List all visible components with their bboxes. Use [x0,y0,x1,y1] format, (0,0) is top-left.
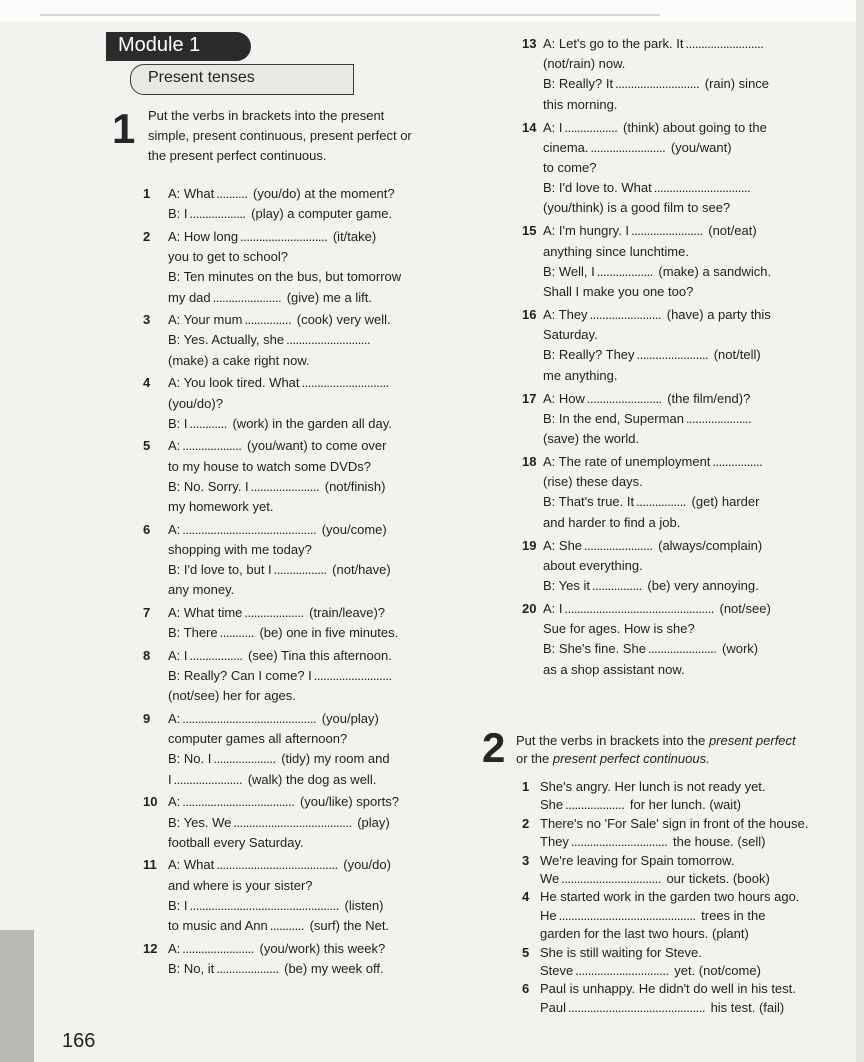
answer-blank[interactable]: ................. [189,647,243,663]
instruction-line: simple, present continuous, present perfect or [148,128,412,143]
verb-hint: (not/have) [328,562,391,578]
prompt-text: B: Yes it [543,578,590,593]
prompt-text: football every Saturday. [168,834,304,850]
verb-hint: yet. (not/come) [670,963,761,978]
prompt-text: A: She [543,537,583,553]
question-number: 10 [143,794,158,810]
verb-hint: (train/leave)? [305,605,386,620]
prompt-text: (rise) these days. [543,474,643,490]
exercise-2-number: 2 [482,724,506,771]
question-number: 5 [143,438,151,454]
prompt-text: A: You look tired. What [168,375,300,391]
question-text [543,640,758,658]
question-text [168,897,384,915]
question-text [540,852,734,870]
question-text [543,55,625,73]
prompt-text: B: I [168,897,188,913]
prompt-text: shopping with me today? [168,541,312,557]
answer-blank[interactable]: ...................... [212,289,282,305]
question-number: 4 [522,889,530,905]
question-text [168,352,310,370]
answer-blank[interactable]: ..................... [685,410,752,426]
verb-hint: (rain) since [701,76,770,92]
answer-blank[interactable]: ...................... [647,641,717,657]
prompt-text: B: I [168,415,188,431]
prompt-text: B: No. I [168,751,212,767]
prompt-text: cinema. [543,139,589,155]
binder-shadow [0,930,34,1062]
instruction-text: or the [516,751,553,766]
question-text [168,395,223,413]
answer-blank[interactable]: ........................ [586,390,662,406]
verb-hint: (not/see) [715,601,771,616]
question-number: 3 [143,312,151,328]
question-text [168,311,391,329]
prompt-text: Saturday. [543,327,598,343]
question-text [168,834,304,852]
answer-blank[interactable]: ......................... [313,668,392,684]
verb-hint: (not/finish) [321,478,386,494]
answer-blank[interactable]: ........................... [615,76,700,92]
question-number: 20 [522,601,537,616]
verb-hint: (you/like) sports? [296,794,399,810]
question-text [543,346,761,364]
verb-hint: (not/eat) [704,223,757,239]
prompt-text: A: Your mum [168,312,243,328]
answer-blank[interactable]: ...................... [250,478,320,494]
verb-hint: (surf) the Net. [305,918,390,933]
page-right-edge [856,0,864,1062]
verb-hint: (make) a sandwich. [654,263,772,279]
prompt-text: about everything. [543,557,643,573]
answer-blank[interactable]: ................. [564,119,618,135]
prompt-text: (save) the world. [543,431,640,446]
question-text [168,667,394,685]
question-text [540,815,808,833]
question-text [168,541,312,559]
question-text [540,925,749,943]
prompt-text: (not/rain) now. [543,56,626,72]
question-text [168,268,401,286]
prompt-text: B: Ten minutes on the bus, but tomorrow [168,269,402,285]
prompt-text: A: They [543,307,588,322]
prompt-text: A: [168,438,181,454]
question-text [543,430,639,448]
verb-hint: (you/want) [667,139,732,155]
prompt-text: (you/think) is a good film to see? [543,200,731,216]
prompt-text: B: Well, I [543,263,595,279]
question-number: 18 [522,454,537,469]
prompt-text: B: Yes. Actually, she [168,332,285,348]
question-text [168,498,273,516]
prompt-text: A: I [543,119,563,135]
prompt-text: B: No, it [168,960,215,976]
question-text [168,521,387,539]
question-text [168,581,234,599]
question-text [168,248,288,266]
question-text [168,793,399,811]
answer-blank[interactable]: ....................................... [216,857,338,873]
page-number: 166 [62,1030,96,1052]
prompt-text: B: That's true. It [543,494,635,510]
verb-hint: (you/do) at the moment? [249,186,395,201]
answer-blank[interactable]: ................................................ [189,897,339,913]
verb-hint: (think) about going to the [619,119,767,135]
prompt-text: They [540,834,569,850]
question-number: 4 [143,375,151,391]
verb-hint: (play) [353,814,390,830]
prompt-text: A: [168,711,181,726]
prompt-text: B: Really? It [543,76,614,92]
answer-blank[interactable]: ............................ [301,375,389,391]
question-text [540,778,766,796]
verb-hint: (be) one in five minutes. [255,625,399,641]
question-text [168,185,395,203]
answer-blank[interactable]: ........................................... [182,521,317,537]
answer-blank[interactable]: ........... [269,918,304,933]
prompt-text: A: How long [168,228,239,244]
question-text [543,557,643,575]
answer-blank[interactable]: ...................... [173,771,243,787]
answer-blank[interactable]: ........................................... [182,711,317,726]
question-text [543,620,695,638]
answer-blank[interactable]: ................. [273,562,327,578]
question-number: 5 [522,944,530,960]
question-text [168,624,398,642]
question-text [168,437,386,455]
question-text [543,390,750,408]
answer-blank[interactable]: ...................... [584,537,653,553]
question-text [168,604,385,622]
question-text [543,306,771,324]
prompt-text: this morning. [543,96,618,112]
answer-blank[interactable]: ...................................... [233,814,352,830]
prompt-text: A: I [168,647,188,663]
answer-blank[interactable]: .............................. [575,963,669,978]
prompt-text: We [540,871,560,886]
answer-blank[interactable]: ....................... [589,307,662,322]
question-text [540,962,761,980]
question-number: 3 [522,852,530,868]
question-text [168,771,376,789]
instruction-italic: present perfect continuous. [552,751,710,766]
question-text [543,119,767,137]
question-text [543,199,730,217]
prompt-text: B: She's fine. She [543,641,646,657]
verb-hint: our tickets. (book) [662,871,770,886]
verb-hint: trees in the [697,907,766,923]
question-number: 1 [143,186,151,201]
instruction-line: Put the verbs in brackets into the present [148,108,385,123]
verb-hint: his test. (fail) [706,999,785,1015]
question-text [543,493,759,511]
prompt-text: B: I'd love to. What [543,180,652,196]
verb-hint: (be) my week off. [280,960,384,976]
question-text [540,833,765,851]
question-number: 13 [522,36,537,51]
question-text [543,283,693,301]
prompt-text: B: Really? They [543,347,635,363]
verb-hint: (be) very annoying. [643,578,759,593]
question-text [543,75,769,93]
verb-hint: (walk) the dog as well. [244,771,377,787]
question-text [540,888,799,906]
prompt-text: A: [168,940,181,956]
prompt-text: to come? [543,160,597,175]
prompt-text: Sue for ages. How is she? [543,621,695,637]
verb-hint: (work) [718,641,759,657]
question-text [168,331,372,349]
question-number: 17 [522,390,537,406]
verb-hint: (it/take) [329,228,377,244]
prompt-text: A: What [168,857,215,873]
question-number: 14 [522,119,537,135]
question-text [168,458,371,476]
prompt-text: garden for the last two hours. (plant) [540,926,749,942]
answer-blank[interactable]: ............................................ [558,907,696,923]
question-text [543,96,617,114]
question-text [540,796,741,814]
question-text [540,870,770,888]
question-text [543,514,680,532]
answer-blank[interactable]: ............................... [653,180,751,196]
question-text [543,243,689,261]
prompt-text: There's no 'For Sale' sign in front of the house. [540,815,809,831]
question-text [168,561,391,579]
prompt-text: She's angry. Her lunch is not ready yet. [540,779,766,794]
verb-hint: (you/do) [339,857,391,873]
question-text [168,730,347,748]
answer-blank[interactable]: .................... [216,960,279,976]
exercise-1-number: 1 [112,105,136,152]
verb-hint: (you/want) to come over [243,438,387,454]
answer-blank[interactable]: .................. [189,206,246,222]
verb-hint: for her lunch. (wait) [626,797,742,813]
prompt-text: We're leaving for Spain tomorrow. [540,852,735,868]
answer-blank[interactable]: .......... [216,186,248,201]
question-number: 9 [143,711,151,726]
verb-hint: the house. (sell) [669,834,766,850]
verb-hint: (play) a computer game. [247,206,393,222]
question-number: 1 [522,779,530,794]
question-text [543,367,617,385]
question-text [540,980,796,998]
prompt-text: (you/do)? [168,395,223,411]
prompt-text: B: Really? Can I come? I [168,668,312,684]
prompt-text: B: In the end, Superman [543,410,684,426]
answer-blank[interactable]: ............ [189,415,227,431]
prompt-text: me anything. [543,367,618,383]
verb-hint: (tidy) my room and [277,751,390,767]
question-number: 15 [522,223,537,239]
prompt-text: (not/see) her for ages. [168,688,296,704]
verb-hint: (have) a party this [663,307,771,322]
verb-hint: (always/complain) [654,537,763,553]
page-top-edge [0,0,864,22]
question-text [543,600,771,618]
question-text [168,814,390,832]
prompt-text: B: There [168,625,218,641]
question-number: 7 [143,605,151,620]
question-text [543,473,643,491]
question-text [543,577,759,595]
question-number: 2 [143,228,151,244]
question-text [543,661,685,679]
verb-hint: (see) Tina this afternoon. [244,647,392,663]
prompt-text: A: I'm hungry. I [543,223,630,239]
prompt-text: Paul [540,999,567,1015]
question-number: 12 [143,940,158,956]
exercise-1-instruction [148,106,412,166]
question-text [543,263,771,281]
prompt-text: to music and Ann [168,918,268,933]
prompt-text: A: How [543,390,585,406]
exercise-2-instruction [516,732,796,768]
answer-blank[interactable]: ......................... [685,36,764,51]
question-text [543,326,598,344]
question-text [540,907,765,925]
verb-hint: (you/come) [318,521,387,537]
instruction-italic: present perfect [708,733,796,748]
question-text [543,139,732,157]
prompt-text: A: What [168,186,215,201]
answer-blank[interactable]: ................... [244,605,304,620]
prompt-text: A: The rate of unemployment [543,454,711,469]
question-text [168,647,392,665]
answer-blank[interactable]: ............................................ [568,999,705,1015]
question-number: 11 [143,857,157,873]
verb-hint: (not/tell) [710,347,761,363]
answer-blank[interactable]: ........................... [286,332,371,348]
prompt-text: as a shop assistant now. [543,661,685,677]
question-text [168,289,372,307]
answer-blank[interactable]: ................ [636,494,686,510]
question-text [168,415,392,433]
question-text [543,159,596,177]
question-number: 16 [522,307,537,322]
answer-blank[interactable]: ............................ [240,228,328,244]
prompt-text: She is still waiting for Steve. [540,944,702,960]
module-title: Module 1 [118,34,201,56]
question-text [168,940,385,958]
answer-blank[interactable]: ............... [244,312,292,328]
prompt-text: B: I [168,206,188,222]
verb-hint: (you/play) [318,711,379,726]
question-text [168,205,392,223]
answer-blank[interactable]: ................... [565,797,625,813]
prompt-text: A: I [543,601,563,616]
answer-blank[interactable]: ................................................ [564,601,714,616]
prompt-text: A: [168,521,181,537]
question-text [543,35,765,53]
prompt-text: B: I'd love to, but I [168,562,272,578]
question-text [168,917,389,935]
prompt-text: He [540,907,557,923]
prompt-text: Paul is unhappy. He didn't do well in his test. [540,981,796,997]
prompt-text: Shall I make you one too? [543,284,694,299]
answer-blank[interactable]: ....................... [182,940,254,956]
question-text [168,960,384,978]
answer-blank[interactable]: ........... [219,625,254,641]
prompt-text: A: [168,794,181,810]
answer-blank[interactable]: ................... [182,438,242,454]
prompt-text: B: Yes. We [168,814,232,830]
prompt-text: He started work in the garden two hours ago. [540,889,800,905]
answer-blank[interactable]: .................... [213,751,276,767]
question-text [540,944,702,962]
prompt-text: my dad [168,289,211,305]
question-text [543,453,764,471]
answer-blank[interactable]: ................ [591,578,642,593]
question-text [168,228,376,246]
verb-hint: (give) me a lift. [283,289,372,305]
question-text [543,410,753,428]
question-number: 8 [143,647,151,663]
verb-hint: (work) in the garden all day. [228,415,392,431]
answer-blank[interactable]: ....................... [631,223,703,239]
answer-blank[interactable]: ............................... [570,834,668,850]
verb-hint: (you/work) this week? [255,940,386,956]
verb-hint: (listen) [340,897,384,913]
prompt-text: B: No. Sorry. I [168,478,249,494]
verb-hint: (the film/end)? [663,390,751,406]
prompt-text: She [540,797,564,813]
answer-blank[interactable]: .................. [596,263,653,279]
prompt-text: my homework yet. [168,499,274,514]
prompt-text: computer games all afternoon? [168,731,348,747]
question-text [168,750,390,768]
prompt-text: A: Let's go to the park. It [543,36,684,51]
section-title: Present tenses [148,69,255,86]
question-text [168,374,391,392]
question-number: 19 [522,537,537,553]
question-text [168,687,296,705]
prompt-text: I [168,771,172,787]
answer-blank[interactable]: ........................ [590,139,666,155]
prompt-text: (make) a cake right now. [168,352,310,368]
prompt-text: anything since lunchtime. [543,243,689,259]
question-text [168,710,379,728]
instruction-text: Put the verbs in brackets into the [516,733,709,748]
question-number: 2 [522,815,530,831]
prompt-text: Steve [540,963,574,978]
answer-blank[interactable]: .................................... [182,794,295,810]
answer-blank[interactable]: ....................... [636,347,709,363]
verb-hint: (get) harder [687,494,760,510]
question-text [168,478,385,496]
question-text [540,999,784,1017]
question-text [543,222,757,240]
question-text [168,856,391,874]
instruction-line: the present perfect continuous. [148,148,327,163]
prompt-text: and harder to find a job. [543,514,681,530]
prompt-text: any money. [168,582,235,598]
verb-hint: (cook) very well. [293,312,391,328]
question-text [168,877,313,895]
question-number: 6 [143,521,151,537]
answer-blank[interactable]: ................................ [561,871,661,886]
question-number: 6 [522,981,530,997]
prompt-text: you to get to school? [168,249,288,265]
prompt-text: and where is your sister? [168,877,313,893]
prompt-text: A: What time [168,605,243,620]
question-text [543,179,752,197]
prompt-text: to my house to watch some DVDs? [168,458,372,474]
answer-blank[interactable]: ................ [712,454,763,469]
question-text [543,537,762,555]
